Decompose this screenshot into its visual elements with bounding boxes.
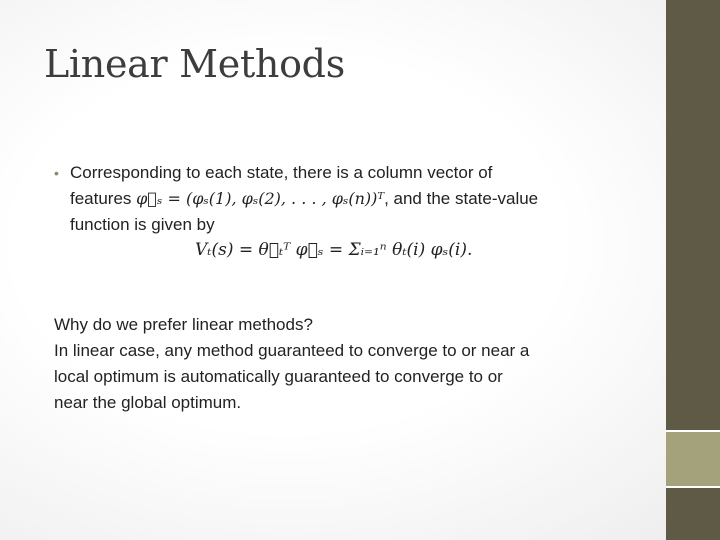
paragraph-line-1: Why do we prefer linear methods? xyxy=(54,315,313,334)
bullet-line-3: function is given by xyxy=(70,215,215,234)
bullet-block xyxy=(54,160,639,238)
paragraph-line-4: near the global optimum. xyxy=(54,393,242,412)
features-vector-math: φ⃗ₛ = (φₛ(1), φₛ(2), . . . , φₛ(n))ᵀ xyxy=(136,189,385,208)
explanation-paragraph xyxy=(54,312,644,416)
bullet-line-2 xyxy=(70,186,639,212)
slide-title: Linear Methods xyxy=(44,42,345,86)
bullet-line-2-tail: , and the state-value xyxy=(384,189,539,208)
bullet-icon: • xyxy=(54,165,59,181)
features-word: features xyxy=(70,189,132,208)
bullet-item xyxy=(54,160,639,238)
bullet-line-1: Corresponding to each state, there is a column vector of xyxy=(70,163,493,182)
sidebar-accent-block xyxy=(666,432,720,486)
divider xyxy=(666,486,720,488)
paragraph-line-3: local optimum is automatically guaranteed to converge to or xyxy=(54,367,503,386)
value-function-equation: Vₜ(s) = θ⃗ₜᵀ φ⃗ₛ = Σᵢ₌₁ⁿ θₜ(i) φₛ(i). xyxy=(195,240,473,260)
paragraph-line-2: In linear case, any method guaranteed to converge to or near a xyxy=(54,341,530,360)
sidebar-decoration xyxy=(666,0,720,540)
